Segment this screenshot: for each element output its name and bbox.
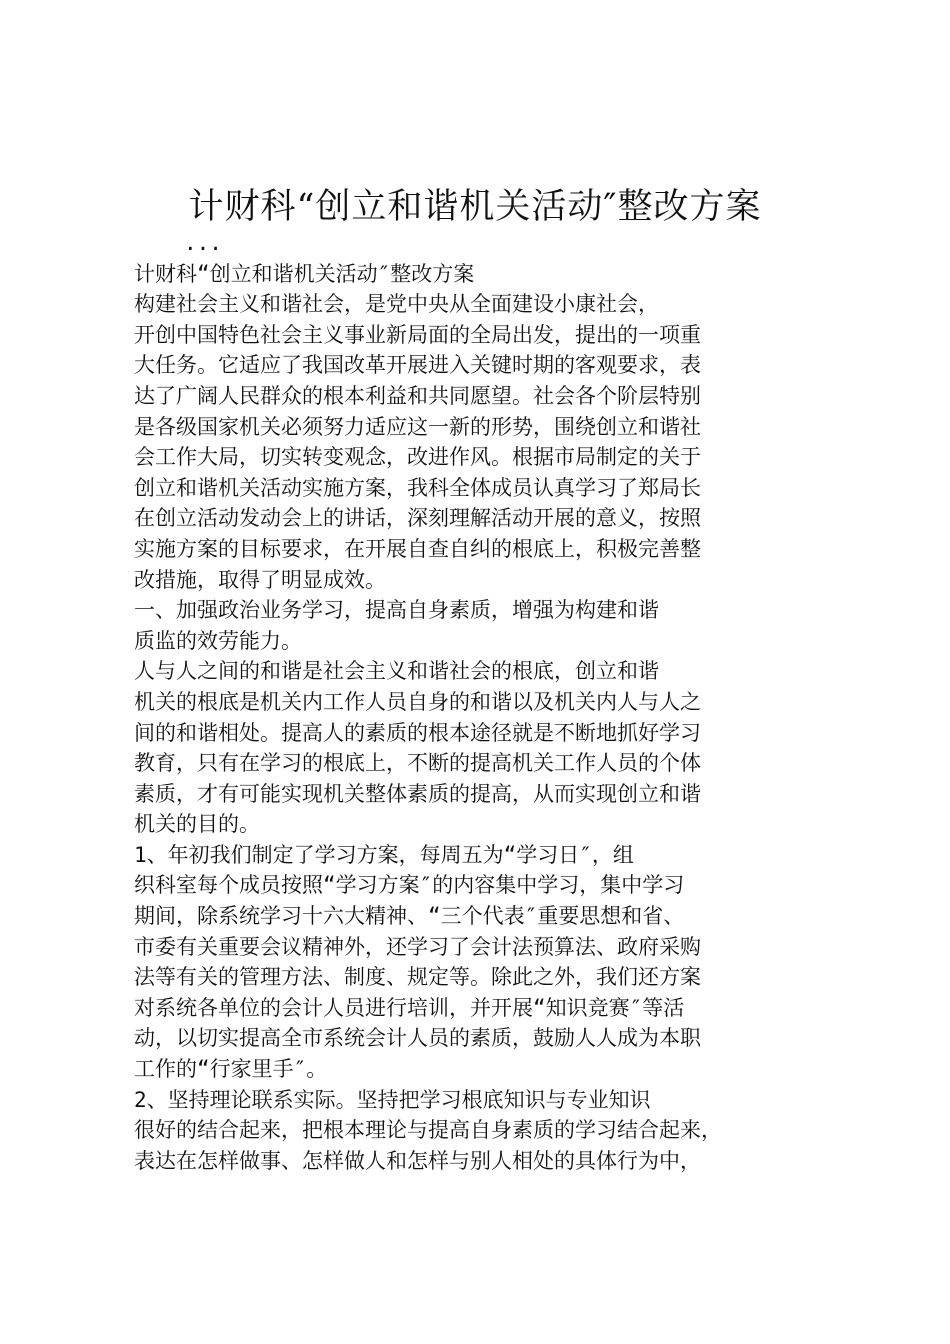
body-line: 1、年初我们制定了学习方案，每周五为“学习日″，组 [134, 842, 634, 867]
body-line: 在创立活动发动会上的讲话，深刻理解活动开展的意义，按照 [134, 506, 701, 531]
body-line: 人与人之间的和谐是社会主义和谐社会的根底，创立和谐 [134, 659, 659, 684]
body-line: 会工作大局，切实转变观念，改进作风。根据市局制定的关于 [134, 445, 701, 470]
body-line: 一、加强政治业务学习，提高自身素质，增强为构建和谐 [134, 598, 659, 623]
document-title: 计财科“创立和谐机关活动″整改方案 [188, 187, 762, 227]
body-line: 达了广阔人民群众的根本利益和共同愿望。社会各个阶层特别 [134, 383, 701, 408]
body-line: 实施方案的目标要求，在开展自查自纠的根底上，积极完善整 [134, 536, 701, 561]
body-line: 2、坚持理论联系实际。坚持把学习根底知识与专业知识 [134, 1087, 651, 1112]
body-line: 机关的根底是机关内工作人员自身的和谐以及机关内人与人之 [134, 689, 701, 714]
document-body [134, 228, 824, 1176]
body-line: 改措施，取得了明显成效。 [134, 567, 386, 592]
body-line: 表达在怎样做事、怎样做人和怎样与别人相处的具体行为中， [134, 1148, 701, 1173]
body-line: 机关的目的。 [134, 812, 260, 837]
body-line: 很好的结合起来，把根本理论与提高自身素质的学习结合起来， [134, 1118, 722, 1143]
body-line: 是各级国家机关必须努力适应这一新的形势，围绕创立和谐社 [134, 414, 701, 439]
body-line: 计财科“创立和谐机关活动″整改方案 [134, 261, 475, 286]
body-line: 开创中国特色社会主义事业新局面的全局出发，提出的一项重 [134, 322, 701, 347]
body-line: 间的和谐相处。提高人的素质的根本途径就是不断地抓好学习 [134, 720, 701, 745]
body-line: 工作的“行家里手″。 [134, 1057, 328, 1082]
body-line: 质监的效劳能力。 [134, 628, 302, 653]
body-line: 教育，只有在学习的根底上，不断的提高机关工作人员的个体 [134, 751, 701, 776]
body-line: 大任务。它适应了我国改革开展进入关键时期的客观要求，表 [134, 353, 701, 378]
ellipsis-line: ... [184, 231, 222, 255]
body-line: 对系统各单位的会计人员进行培训，并开展“知识竞赛″等活 [134, 995, 685, 1020]
body-line: 法等有关的管理方法、制度、规定等。除此之外，我们还方案 [134, 965, 701, 990]
body-line: 期间，除系统学习十六大精神、“三个代表″重要思想和省、 [134, 904, 685, 929]
body-line: 构建社会主义和谐社会，是党中央从全面建设小康社会， [134, 292, 659, 317]
body-line: 市委有关重要会议精神外，还学习了会计法预算法、政府采购 [134, 934, 701, 959]
body-line: 动，以切实提高全市系统会计人员的素质，鼓励人人成为本职 [134, 1026, 701, 1051]
body-line: 织科室每个成员按照“学习方案″的内容集中学习，集中学习 [134, 873, 685, 898]
body-line: 创立和谐机关活动实施方案，我科全体成员认真学习了郑局长 [134, 475, 701, 500]
body-line: 素质，才有可能实现机关整体素质的提高，从而实现创立和谐 [134, 781, 701, 806]
